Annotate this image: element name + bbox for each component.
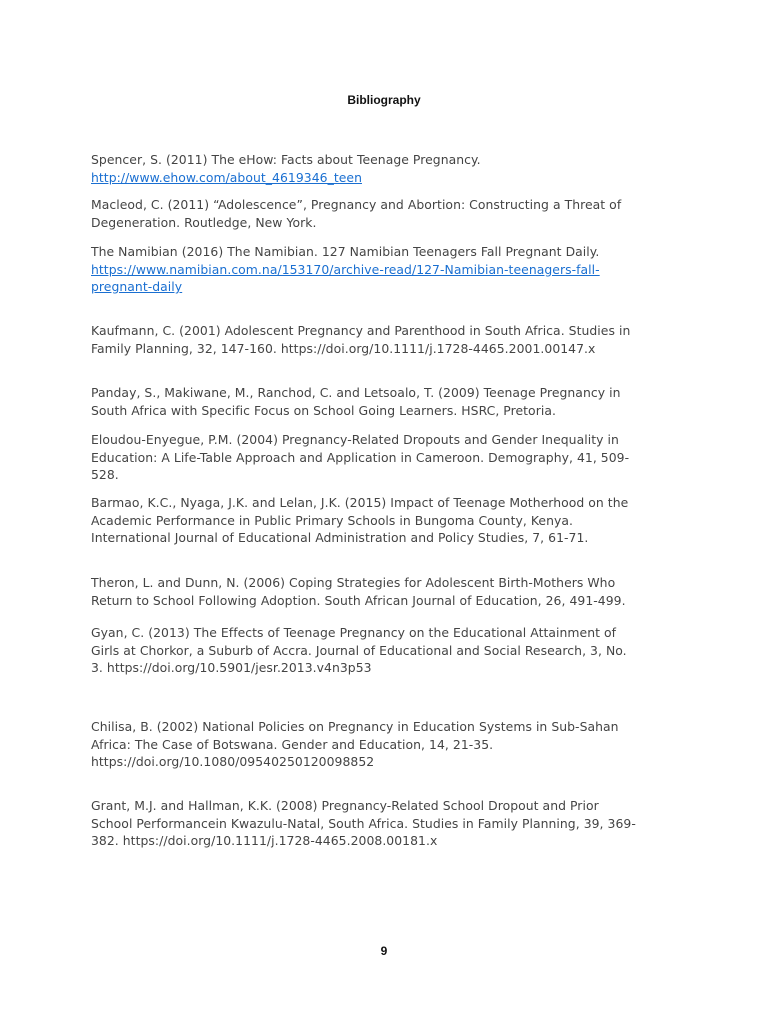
entry-text-line: Girls at Chorkor, a Suburb of Accra. Journal of Educational and Social Research, 3, No. <box>91 642 627 658</box>
bibliography-entry-chilisa <box>91 718 691 771</box>
ehow-link[interactable]: http://www.ehow.com/about_4619346_teen <box>91 169 362 185</box>
bibliography-entry-eloudou-enyegue <box>91 431 691 484</box>
bibliography-entry-namibian <box>91 243 691 296</box>
entry-text-line: Macleod, C. (2011) “Adolescence”, Pregnancy and Abortion: Constructing a Threat of <box>91 197 622 212</box>
entry-text-line: International Journal of Educational Administration and Policy Studies, 7, 61-71. <box>91 530 589 545</box>
entry-text-line: Academic Performance in Public Primary Schools in Bungoma County, Kenya. <box>91 512 574 528</box>
bibliography-entry-grant <box>91 797 691 850</box>
entry-text-line: Grant, M.J. and Hallman, K.K. (2008) Pregnancy-Related School Dropout and Prior <box>91 798 599 813</box>
bibliography-entry-theron <box>91 574 691 609</box>
entry-text-line: Spencer, S. (2011) The eHow: Facts about Teenage Pregnancy. <box>91 152 481 167</box>
entry-text-line: https://doi.org/10.1080/09540250120098852 <box>91 754 375 769</box>
entry-text-line: 382. https://doi.org/10.1111/j.1728-4465.2008.00181.x <box>91 833 438 848</box>
bibliography-entry-panday <box>91 384 691 419</box>
page-title: Bibliography <box>347 93 421 107</box>
page-number: 9 <box>380 944 388 958</box>
entry-text-line: Theron, L. and Dunn, N. (2006) Coping Strategies for Adolescent Birth-Mothers Who <box>91 575 616 590</box>
entry-text-line: School Performancein Kwazulu-Natal, South Africa. Studies in Family Planning, 39, 369- <box>91 815 636 831</box>
entry-text-line: Barmao, K.C., Nyaga, J.K. and Lelan, J.K. (2015) Impact of Teenage Motherhood on the <box>91 495 629 510</box>
bibliography-entry-barmao <box>91 494 691 547</box>
entry-text-line: Return to School Following Adoption. South African Journal of Education, 26, 491-499. <box>91 592 626 608</box>
bibliography-entry-kaufmann <box>91 322 691 357</box>
entry-text-line: Chilisa, B. (2002) National Policies on Pregnancy in Education Systems in Sub-Sahan <box>91 719 619 734</box>
entry-text-line: Eloudou-Enyegue, P.M. (2004) Pregnancy-Related Dropouts and Gender Inequality in <box>91 432 619 447</box>
entry-text-line: Degeneration. Routledge, New York. <box>91 214 317 230</box>
entry-text-line: Education: A Life-Table Approach and Application in Cameroon. Demography, 41, 509- <box>91 449 630 465</box>
entry-text-line: The Namibian (2016) The Namibian. 127 Namibian Teenagers Fall Pregnant Daily. <box>91 244 600 259</box>
entry-text-line: Gyan, C. (2013) The Effects of Teenage Pregnancy on the Educational Attainment of <box>91 625 617 640</box>
bibliography-entry-gyan <box>91 624 691 677</box>
bibliography-entry-spencer <box>91 151 691 186</box>
bibliography-entry-macleod <box>91 196 691 231</box>
entry-text-line: South Africa with Specific Focus on School Going Learners. HSRC, Pretoria. <box>91 402 556 418</box>
entry-text-line: Kaufmann, C. (2001) Adolescent Pregnancy and Parenthood in South Africa. Studies in <box>91 323 631 338</box>
namibian-link-continued[interactable]: pregnant-daily <box>91 279 183 294</box>
entry-text-line: 528. <box>91 467 119 482</box>
namibian-link[interactable]: https://www.namibian.com.na/153170/archive-read/127-Namibian-teenagers-fall- <box>91 261 600 277</box>
entry-text-line: Africa: The Case of Botswana. Gender and Education, 14, 21-35. <box>91 736 494 752</box>
entry-text-line: Panday, S., Makiwane, M., Ranchod, C. and Letsoalo, T. (2009) Teenage Pregnancy in <box>91 385 621 400</box>
entry-text-line: 3. https://doi.org/10.5901/jesr.2013.v4n3p53 <box>91 660 372 675</box>
entry-text-line: Family Planning, 32, 147-160. https://doi.org/10.1111/j.1728-4465.2001.00147.x <box>91 340 596 356</box>
